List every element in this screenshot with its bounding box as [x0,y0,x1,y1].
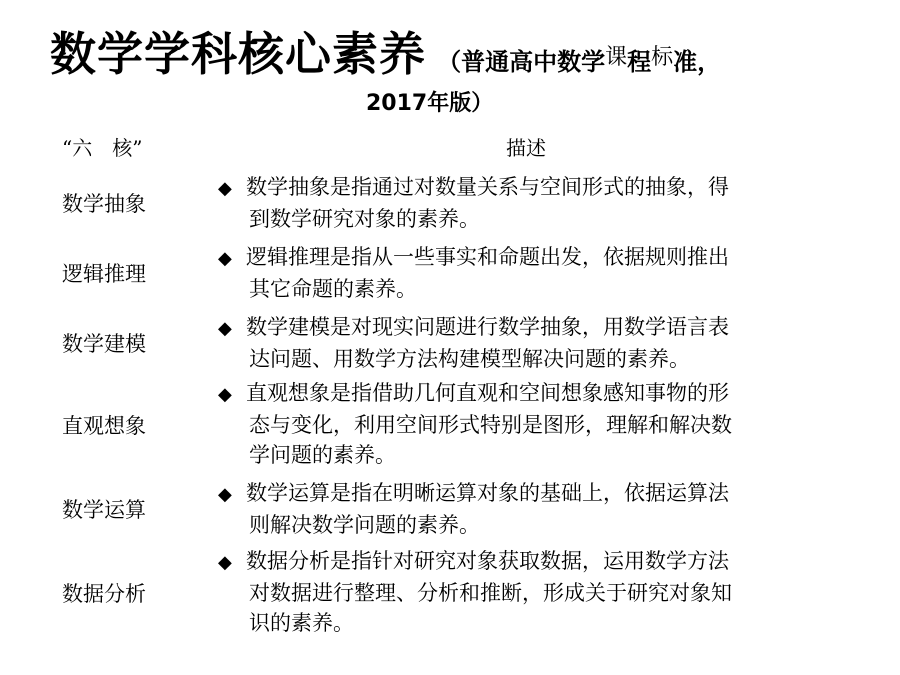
description-line: 到数学研究对象的素养。 [249,207,480,231]
row-name: 数学抽象 [62,192,146,216]
subtitle-line-2: 2017年版） [366,91,494,116]
description-line: 对数据进行整理、分析和推断，形成关于研究对象知 [249,581,732,605]
row-name: 直观想象 [62,414,146,438]
row-description [218,478,828,540]
subtitle-light-2: 标 [651,45,674,70]
row-description [218,172,828,234]
subtitle-part-3: 准， [673,48,722,76]
description-line: 识的素养。 [249,611,354,635]
subtitle-part-1: （普通高中数学 [437,48,606,76]
description-line: 达问题、用数学方法构建模型解决问题的素养。 [249,347,690,371]
description-line: 数学运算是指在明晰运算对象的基础上，依据运算法 [246,481,729,505]
description-line: 态与变化，利用空间形式特别是图形，理解和解决数 [249,413,732,437]
diamond-bullet-icon: ◆ [218,484,232,505]
description-line: 数学建模是对现实问题进行数学抽象，用数学语言表 [246,315,729,339]
description-line: 直观想象是指借助几何直观和空间想象感知事物的形 [246,381,729,405]
diamond-bullet-icon: ◆ [218,248,232,269]
row-description [218,312,828,374]
column-header-description: 描述 [506,136,546,160]
subtitle-light-1: 课 [605,45,628,70]
description-line: 其它命题的素养。 [249,277,417,301]
description-line: 数学抽象是指通过对数量关系与空间形式的抽象，得 [246,175,729,199]
row-name: 数据分析 [62,582,146,606]
row-description [218,546,828,638]
subtitle-part-2: 程 [627,48,652,76]
description-line: 学问题的素养。 [249,443,396,467]
column-header-core: “六 核” [62,136,143,160]
diamond-bullet-icon: ◆ [218,178,232,199]
row-name: 数学建模 [62,332,146,356]
description-line: 则解决数学问题的素养。 [249,513,480,537]
description-line: 数据分析是指针对研究对象获取数据，运用数学方法 [246,549,729,573]
row-name: 数学运算 [62,498,146,522]
row-name: 逻辑推理 [62,262,146,286]
row-description [218,378,828,470]
title-block [50,24,850,116]
description-line: 逻辑推理是指从一些事实和命题出发，依据规则推出 [246,245,729,269]
diamond-bullet-icon: ◆ [218,384,232,405]
diamond-bullet-icon: ◆ [218,552,232,573]
page-title: 数学学科核心素养 [50,27,426,81]
page-subtitle [437,42,721,84]
row-description [218,242,828,304]
diamond-bullet-icon: ◆ [218,318,232,339]
